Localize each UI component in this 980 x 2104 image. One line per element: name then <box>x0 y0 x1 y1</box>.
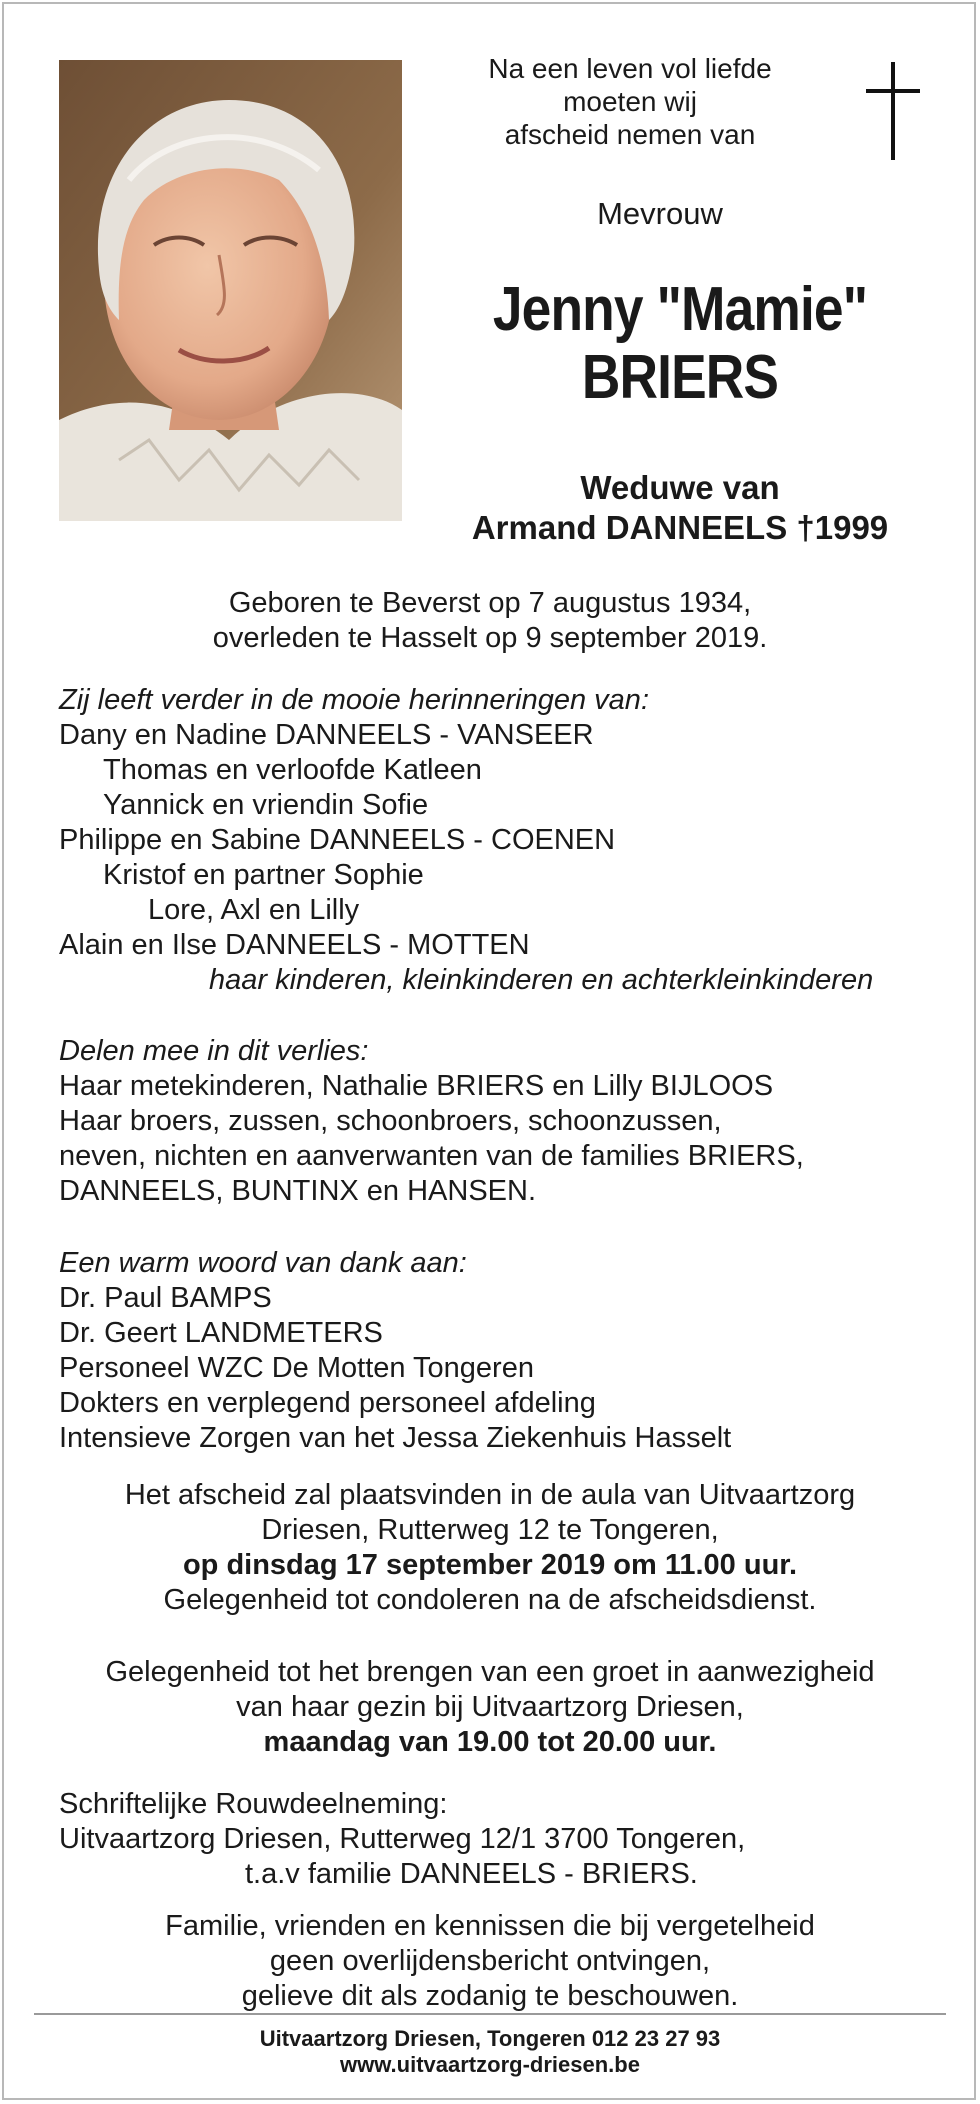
cross-icon <box>866 62 920 160</box>
visit-time: maandag van 19.00 tot 20.00 uur. <box>263 1726 717 1758</box>
family-line: Philippe en Sabine DANNEELS - COENEN <box>59 824 616 856</box>
memories-heading: Zij leeft verder in de mooie herinneringen van: <box>59 684 649 716</box>
opening-line: moeten wij <box>563 86 697 117</box>
memories-section <box>59 683 939 998</box>
thanks-line: Dokters en verplegend personeel afdeling <box>59 1387 596 1419</box>
family-line: Dany en Nadine DANNEELS - VANSEER <box>59 719 594 751</box>
closing-section <box>40 1909 940 2014</box>
footer <box>40 2026 940 2078</box>
loss-line: DANNEELS, BUNTINX en HANSEN. <box>59 1175 537 1207</box>
thanks-line: Dr. Paul BAMPS <box>59 1282 272 1314</box>
ceremony-line: Driesen, Rutterweg 12 te Tongeren, <box>261 1514 719 1546</box>
portrait-photo <box>59 60 402 521</box>
deceased-name <box>465 276 895 412</box>
name-line-1: Jenny "Mamie" <box>492 275 868 344</box>
memories-footer: haar kinderen, kleinkinderen en achterkleinkinderen <box>209 964 874 996</box>
thanks-section <box>59 1246 939 1456</box>
death-line: overleden te Hasselt op 9 september 2019. <box>212 622 768 654</box>
closing-line: gelieve dit als zodanig te beschouwen. <box>241 1980 739 2012</box>
title-prefix: Mevrouw <box>597 196 723 231</box>
written-attention: t.a.v familie DANNEELS - BRIERS. <box>245 1858 698 1890</box>
ceremony-line: Het afscheid zal plaatsvinden in de aula van Uitvaartzorg <box>124 1479 856 1511</box>
opening-line: afscheid nemen van <box>504 119 756 150</box>
birth-death <box>40 586 940 656</box>
family-line: Thomas en verloofde Katleen <box>103 754 482 786</box>
opening-line: Na een leven vol liefde <box>488 53 772 84</box>
widow-of <box>420 468 940 548</box>
written-address: Uitvaartzorg Driesen, Rutterweg 12/1 3700 Tongeren, <box>59 1823 746 1855</box>
ceremony-section <box>40 1478 940 1618</box>
closing-line: Familie, vrienden en kennissen die bij vergetelheid <box>165 1910 815 1942</box>
funeral-home-website[interactable]: www.uitvaartzorg-driesen.be <box>340 2052 640 2077</box>
written-condolence-section <box>59 1787 939 1892</box>
ceremony-date: op dinsdag 17 september 2019 om 11.00 uur. <box>182 1549 798 1581</box>
visit-line: van haar gezin bij Uitvaartzorg Driesen, <box>236 1691 744 1723</box>
thanks-line: Intensieve Zorgen van het Jessa Ziekenhuis Hasselt <box>59 1422 732 1454</box>
visit-section <box>40 1655 940 1760</box>
ceremony-line: Gelegenheid tot condoleren na de afscheidsdienst. <box>163 1584 817 1616</box>
opening-lines <box>460 52 800 151</box>
closing-line: geen overlijdensbericht ontvingen, <box>269 1945 711 1977</box>
family-line: Kristof en partner Sophie <box>103 859 424 891</box>
widow-label: Weduwe van <box>580 469 780 506</box>
loss-heading: Delen mee in dit verlies: <box>59 1035 369 1067</box>
birth-line: Geboren te Beverst op 7 augustus 1934, <box>228 587 752 619</box>
name-line-2: BRIERS <box>581 343 779 412</box>
family-line: Alain en Ilse DANNEELS - MOTTEN <box>59 929 530 961</box>
spouse-name: Armand DANNEELS †1999 <box>471 509 889 546</box>
loss-line: neven, nichten en aanverwanten van de families BRIERS, <box>59 1140 804 1172</box>
loss-section <box>59 1034 939 1209</box>
thanks-heading: Een warm woord van dank aan: <box>59 1247 467 1279</box>
written-heading: Schriftelijke Rouwdeelneming: <box>59 1788 448 1820</box>
funeral-home-contact: Uitvaartzorg Driesen, Tongeren 012 23 27 93 <box>259 2026 721 2051</box>
footer-divider <box>34 2013 946 2015</box>
loss-line: Haar broers, zussen, schoonbroers, schoonzussen, <box>59 1105 722 1137</box>
family-line: Lore, Axl en Lilly <box>148 894 360 926</box>
visit-line: Gelegenheid tot het brengen van een groet in aanwezigheid <box>105 1656 875 1688</box>
thanks-line: Dr. Geert LANDMETERS <box>59 1317 383 1349</box>
loss-line: Haar metekinderen, Nathalie BRIERS en Lilly BIJLOOS <box>59 1070 774 1102</box>
family-line: Yannick en vriendin Sofie <box>103 789 429 821</box>
thanks-line: Personeel WZC De Motten Tongeren <box>59 1352 534 1384</box>
